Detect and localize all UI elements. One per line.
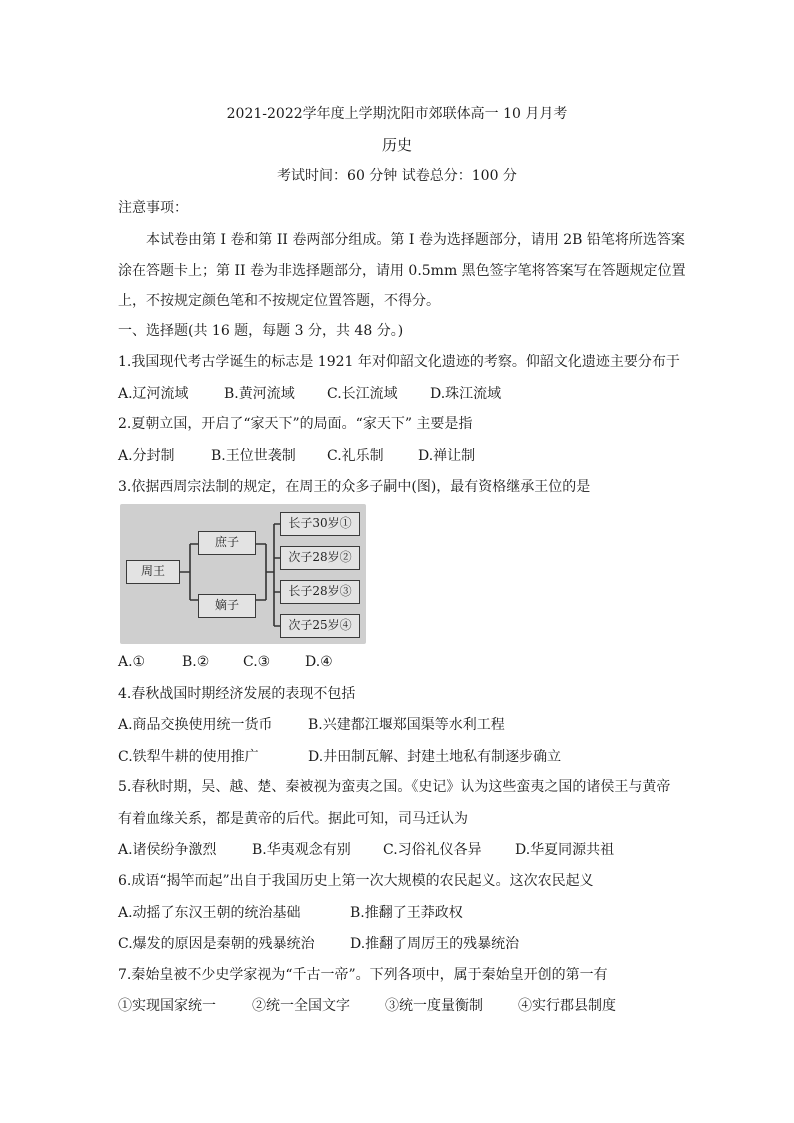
option-c: C.铁犁牛耕的使用推广 [118,749,259,765]
diagram-leaf-3: 长子28岁③ [280,580,360,604]
option-d: D.珠江流域 [430,386,502,402]
question-stem-cont: 有着血缘关系，都是黄帝的后代。据此可知，司马迁认为 [118,811,468,827]
question-stem: 7.秦始皇被不少史学家视为“千古一帝”。下列各项中，属于秦始皇开创的第一有 [118,967,608,983]
option-a: A.分封制 [118,448,175,464]
question-stem: 1.我国现代考古学诞生的标志是 1921 年对仰韶文化遗迹的考察。仰韶文化遗迹主要分布于 [118,354,680,370]
option-b: B.王位世袭制 [211,448,296,464]
exam-title: 2021-2022学年度上学期沈阳市郊联体高一 10 月月考 [226,106,568,122]
option-b: B.华夷观念有别 [252,842,351,858]
question-stem: 5.春秋时期，吴、越、楚、秦被视为蛮夷之国。《史记》认为这些蛮夷之国的诸侯王与黄帝 [118,779,671,795]
statement-3: ③统一度量衡制 [385,998,483,1014]
option-d: D.井田制瓦解、封建土地私有制逐步确立 [308,749,562,765]
option-c: C.③ [243,654,271,670]
notice-line: 本试卷由第 I 卷和第 II 卷两部分组成。第 I 卷为选择题部分，请用 2B 铅笔将所选答案 [146,232,685,248]
question-stem: 2.夏朝立国，开启了“家天下”的局面。“家天下” 主要是指 [118,416,473,432]
notice-line: 上，不按规定颜色笔和不按规定位置答题，不得分。 [118,293,440,309]
question-stem: 4.春秋战国时期经济发展的表现不包括 [118,686,356,702]
option-a: A.商品交换使用统一货币 [118,717,273,733]
option-b: B.推翻了王莽政权 [350,905,463,921]
notice-heading: 注意事项： [118,200,188,216]
option-c: C.长江流域 [327,386,398,402]
option-c: C.礼乐制 [327,448,384,464]
option-a: A.动摇了东汉王朝的统治基础 [118,905,301,921]
option-c: C.爆发的原因是秦朝的残暴统治 [118,936,315,952]
exam-info: 考试时间：60 分钟 试卷总分：100 分 [277,168,517,184]
succession-diagram [120,504,366,644]
option-d: D.华夏同源共祖 [515,842,615,858]
option-a: A.辽河流域 [118,386,189,402]
branch-join [256,544,274,600]
option-b: B.黄河流域 [224,386,295,402]
option-b: B.兴建都江堰郑国渠等水利工程 [308,717,505,733]
option-a: A.① [118,654,146,670]
option-d: D.推翻了周厉王的残暴统治 [350,936,520,952]
diagram-leaf-4: 次子25岁④ [280,614,360,638]
notice-line: 涂在答题卡上；第 II 卷为非选择题部分，请用 0.5mm 黑色签字笔将答案写在答题规定位置 [118,263,686,279]
statement-2: ②统一全国文字 [252,998,350,1014]
option-c: C.习俗礼仪各异 [383,842,482,858]
diagram-leaf-2: 次子28岁② [280,546,360,570]
root-bracket [180,544,198,600]
diagram-leaf-1: 长子30岁① [280,512,360,536]
statement-4: ④实行郡县制度 [518,998,616,1014]
statement-1: ①实现国家统一 [118,998,216,1014]
diagram-root: 周王 [126,560,180,584]
exam-subject: 历史 [381,136,412,154]
option-d: D.禅让制 [418,448,476,464]
option-a: A.诸侯纷争激烈 [118,842,217,858]
question-stem: 6.成语“揭竿而起”出自于我国历史上第一次大规模的农民起义。这次农民起义 [118,873,594,889]
option-b: B.② [182,654,210,670]
diagram-branch-dizi: 嫡子 [198,594,256,618]
question-stem: 3.依据西周宗法制的规定，在周王的众多子嗣中(图)，最有资格继承王位的是 [118,479,591,495]
leaf-bracket [274,524,280,626]
diagram-branch-shuzi: 庶子 [198,531,256,555]
option-d: D.④ [305,654,333,670]
section-heading: 一、选择题(共 16 题，每题 3 分，共 48 分。) [118,323,404,339]
